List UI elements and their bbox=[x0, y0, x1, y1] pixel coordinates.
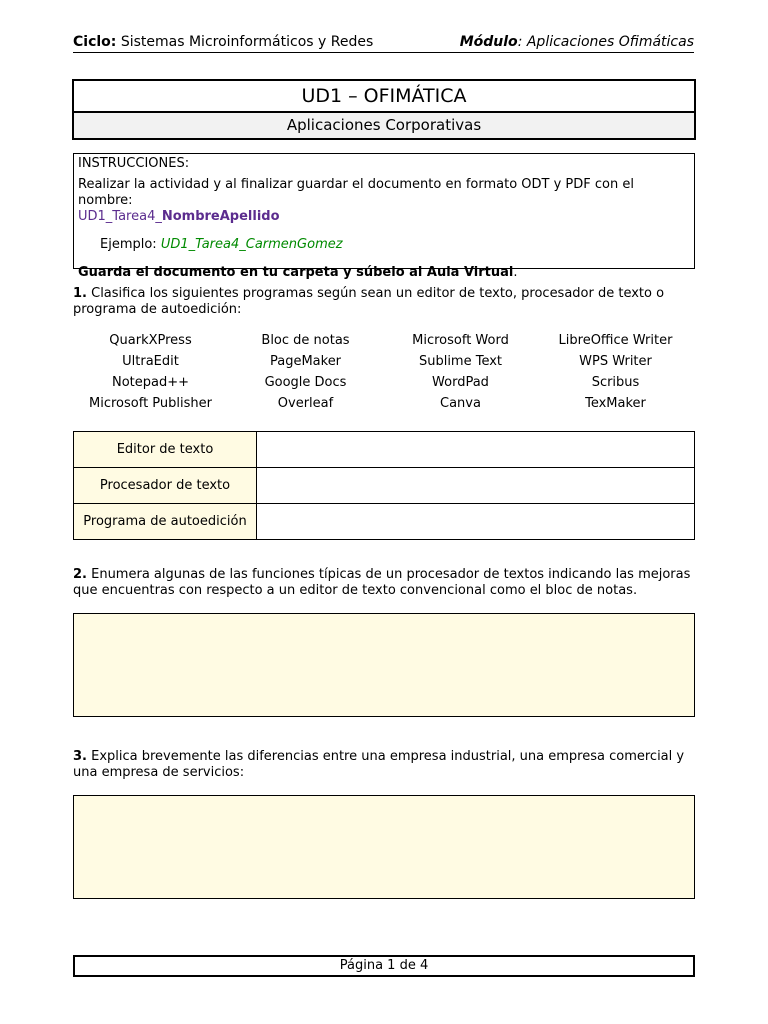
classification-table bbox=[73, 431, 695, 540]
program-item: LibreOffice Writer bbox=[558, 333, 673, 348]
save-note bbox=[78, 265, 690, 281]
programs-row bbox=[73, 395, 693, 416]
save-note-bold: Guarda el documento en tu carpeta y súbelo al Aula Virtual bbox=[78, 265, 514, 280]
page-header bbox=[73, 32, 694, 53]
example-line bbox=[78, 237, 690, 253]
program-item: PageMaker bbox=[269, 354, 342, 369]
program-item: TexMaker bbox=[585, 396, 646, 411]
instructions-box bbox=[73, 153, 695, 280]
program-item: WPS Writer bbox=[579, 354, 652, 369]
example-label: Ejemplo: bbox=[100, 237, 161, 252]
title-box bbox=[72, 79, 696, 140]
unit-title: UD1 – OFIMÁTICA bbox=[74, 81, 694, 113]
question-2-text: Enumera algunas de las funciones típicas de un procesador de textos indicando las mejoras que encuentras con respecto a un editor de texto convencional como el bloc de notas. bbox=[73, 567, 691, 598]
category-label: Procesador de texto bbox=[74, 468, 257, 504]
program-item: Sublime Text bbox=[418, 354, 503, 369]
program-item: Bloc de notas bbox=[261, 333, 350, 348]
modulo-value: : Aplicaciones Ofimáticas bbox=[517, 34, 694, 50]
table-row bbox=[74, 432, 695, 468]
answer-box-2[interactable] bbox=[73, 613, 695, 717]
table-row bbox=[74, 468, 695, 504]
program-item: Notepad++ bbox=[111, 375, 190, 390]
question-3-text: Explica brevemente las diferencias entre una empresa industrial, una empresa comercial y una empresa de servicios: bbox=[73, 749, 685, 780]
program-item: Scribus bbox=[591, 375, 640, 390]
programs-row bbox=[73, 353, 693, 374]
programs-row bbox=[73, 332, 693, 353]
answer-box-3[interactable] bbox=[73, 795, 695, 899]
program-item: Microsoft Publisher bbox=[89, 396, 212, 411]
modulo bbox=[460, 34, 694, 50]
page-footer: Página 1 de 4 bbox=[73, 955, 695, 977]
category-answer-cell[interactable] bbox=[257, 504, 695, 540]
filename-prefix: UD1_Tarea4_ bbox=[78, 209, 162, 224]
programs-grid bbox=[73, 332, 693, 416]
program-item: QuarkXPress bbox=[109, 333, 192, 348]
filename-bold: NombreApellido bbox=[161, 209, 280, 224]
question-1-number: 1. bbox=[73, 286, 87, 301]
program-item: Canva bbox=[440, 396, 481, 411]
category-answer-cell[interactable] bbox=[257, 432, 695, 468]
question-2-number: 2. bbox=[73, 567, 87, 582]
instructions-heading: INSTRUCCIONES: bbox=[78, 156, 190, 171]
category-label: Programa de autoedición bbox=[74, 504, 257, 540]
program-item: WordPad bbox=[432, 375, 489, 390]
filename-pattern bbox=[78, 209, 690, 225]
program-item: Overleaf bbox=[277, 396, 334, 411]
ciclo-value: Sistemas Microinformáticos y Redes bbox=[120, 34, 374, 50]
category-answer-cell[interactable] bbox=[257, 468, 695, 504]
modulo-label: Módulo bbox=[459, 34, 518, 50]
question-3-number: 3. bbox=[73, 749, 87, 764]
save-note-end: . bbox=[513, 265, 518, 280]
unit-subtitle: Aplicaciones Corporativas bbox=[74, 113, 694, 138]
instructions-text: Realizar la actividad y al finalizar guardar el documento en formato ODT y PDF con el nombre: bbox=[78, 177, 634, 208]
table-row bbox=[74, 504, 695, 540]
program-item: Google Docs bbox=[264, 375, 347, 390]
example-value: UD1_Tarea4_CarmenGomez bbox=[160, 237, 343, 252]
question-1 bbox=[73, 286, 693, 318]
question-3 bbox=[73, 749, 693, 781]
ciclo-label: Ciclo: bbox=[73, 34, 117, 50]
program-item: Microsoft Word bbox=[412, 333, 509, 348]
programs-row bbox=[73, 374, 693, 395]
question-1-text: Clasifica los siguientes programas según sean un editor de texto, procesador de texto o programa de autoedición: bbox=[73, 286, 665, 317]
ciclo bbox=[73, 34, 373, 50]
question-2 bbox=[73, 567, 693, 599]
program-item: UltraEdit bbox=[122, 354, 179, 369]
category-label: Editor de texto bbox=[74, 432, 257, 468]
